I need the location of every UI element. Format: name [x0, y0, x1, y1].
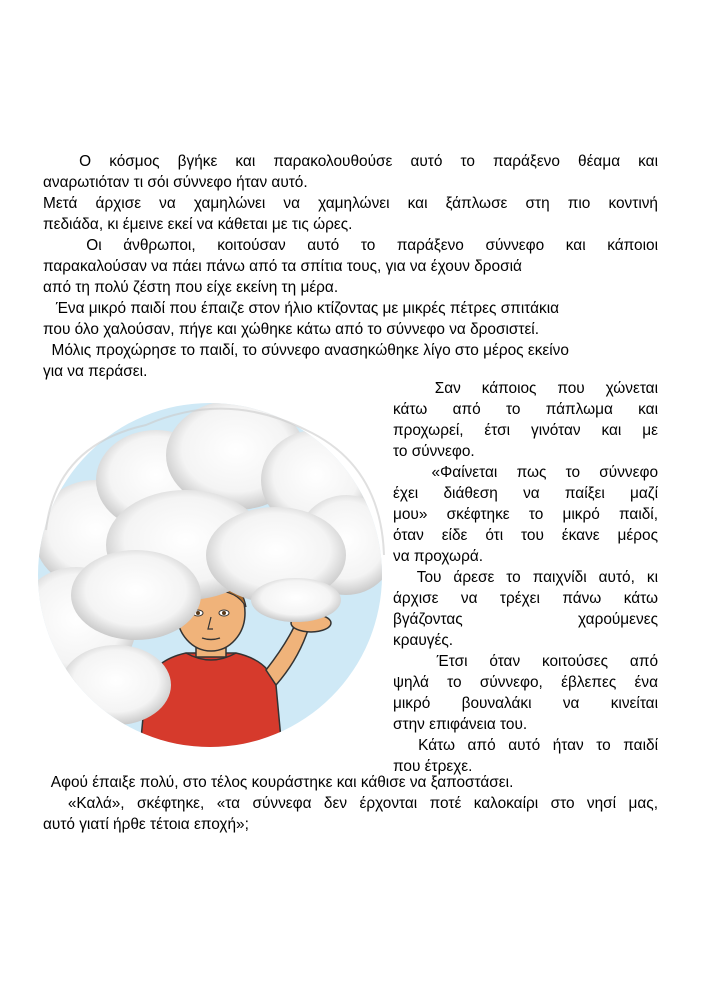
- text-line: που έτρεχε.: [393, 758, 473, 775]
- text-line: Οι άνθρωποι, κοιτούσαν αυτό το παράξενο σύννεφο και κάποιοι: [43, 237, 658, 254]
- text-line: προχωρεί, έτσι γινόταν και με: [393, 422, 658, 439]
- text-line: αναρωτιόταν τι σόι σύννεφο ήταν αυτό.: [43, 174, 308, 191]
- text-line: κραυγές.: [393, 632, 454, 649]
- text-line: Σαν κάποιος που χώνεται: [393, 380, 658, 397]
- text-line: Μόλις προχώρησε το παιδί, το σύννεφο ανασηκώθηκε λίγο στο μέρος εκείνο: [43, 342, 569, 359]
- boy-under-cloud-illustration: [36, 385, 391, 750]
- text-line: πεδιάδα, κι έμεινε εκεί να κάθεται με τις ώρες.: [43, 216, 353, 233]
- text-line: άρχισε να τρέχει πάνω κάτω: [393, 590, 658, 607]
- text-line: Ένα μικρό παιδί που έπαιζε στον ήλιο κτίζοντας με μικρές πέτρες σπιτάκια: [43, 300, 560, 317]
- text-line: στην επιφάνεια του.: [393, 716, 528, 733]
- text-line: μικρό βουναλάκι να κινείται: [393, 695, 658, 712]
- text-line: το σύννεφο.: [393, 443, 475, 460]
- text-line: μου» σκέφτηκε το μικρό παιδί,: [393, 506, 658, 523]
- text-line: Αφού έπαιξε πολύ, στο τέλος κουράστηκε και κάθισε να ξαποστάσει.: [43, 774, 514, 791]
- text-line: «Καλά», σκέφτηκε, «τα σύννεφα δεν έρχονται ποτέ καλοκαίρι στο νησί μας,: [43, 795, 658, 812]
- text-line: Ο κόσμος βγήκε και παρακολουθούσε αυτό το παράξενο θέαμα και: [43, 153, 658, 170]
- text-line: που όλο χαλούσαν, πήγε και χώθηκε κάτω από το σύννεφο να δροσιστεί.: [43, 321, 540, 338]
- text-line: «Φαίνεται πως το σύννεφο: [393, 464, 658, 481]
- text-line: Κάτω από αυτό ήταν το παιδί: [393, 737, 658, 754]
- text-line: από τη πολύ ζέστη που είχε εκείνη τη μέρα.: [43, 279, 339, 296]
- text-line: αυτό γιατί ήρθε τέτοια εποχή»;: [43, 816, 249, 833]
- text-line: βγάζοντας χαρούμενες: [393, 611, 658, 628]
- text-line: έχει διάθεση να παίξει μαζί: [393, 485, 658, 502]
- text-line: Έτσι όταν κοιτούσες από: [393, 653, 658, 670]
- text-line: όταν είδε ότι του έκανε μέρος: [393, 527, 658, 544]
- text-line: παρακαλούσαν να πάει πάνω από τα σπίτια τους, για να έχουν δροσιά: [43, 258, 522, 275]
- text-line: Μετά άρχισε να χαμηλώνει να χαμηλώνει και ξάπλωσε στη πιο κοντινή: [43, 195, 658, 212]
- text-line: ψηλά το σύννεφο, έβλεπες ένα: [393, 674, 658, 691]
- text-line: να προχωρά.: [393, 548, 483, 565]
- text-line: για να περάσει.: [43, 363, 148, 380]
- text-line: κάτω από το πάπλωμα και: [393, 401, 658, 418]
- text-line: Του άρεσε το παιχνίδι αυτό, κι: [393, 569, 658, 586]
